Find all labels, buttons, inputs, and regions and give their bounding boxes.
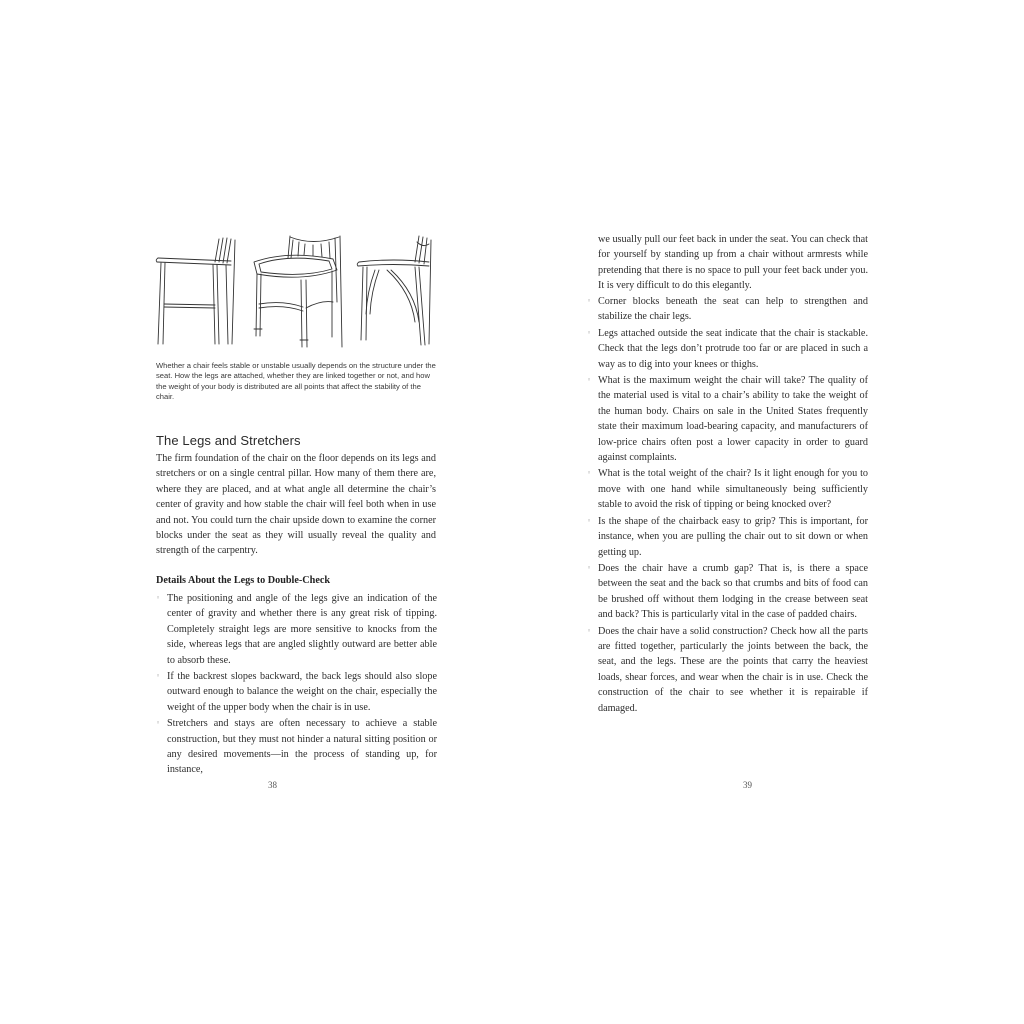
list-item [587,561,868,623]
list-item-text: The positioning and angle of the legs give an indication of the center of gravity and whether there is any great risk of tipping. Completely straight legs are more sensitive to knocks from the side, whereas legs that are angled slightly outward are better able to absorb these. [167,593,437,666]
continuation-paragraph: we usually pull our feet back in under the seat. You can check that for yourself by standing up from a chair without armrests while pretending that there is no space to pull your feet back under you. It is very difficult to do this elegantly. [598,234,868,292]
bullet-icon: ◦ [156,719,161,728]
bullet-icon: ◦ [587,516,592,525]
list-item-text: Stretchers and stays are often necessary to achieve a stable construction, but they must not hinder a natural sitting position or any desired movements—in the process of standing up, for instance, [167,718,437,776]
list-item [587,294,868,325]
bullet-icon: ◦ [587,626,592,635]
section-heading: The Legs and Stretchers [156,433,301,448]
chair-checklist [587,294,868,717]
list-item [587,373,868,465]
bullet-icon: ◦ [587,563,592,572]
bullet-icon: ◦ [156,594,161,602]
list-item-text: Does the chair have a crumb gap? That is, is there a space between the seat and the back so that crumbs and bits of food can be brushed off without them lodging in the crease between seat and back? This is particularly vital in the case of padded chairs. [598,562,868,621]
list-item-text: What is the total weight of the chair? Is it light enough for you to move with one hand while simultaneously being sufficiently stable to avoid the risk of tipping or being knocked over? [598,468,868,511]
list-item-text: Is the shape of the chairback easy to grip? This is important, for instance, when you are pulling the chair out to sit down or when getting up. [598,515,868,558]
list-item [587,624,868,716]
page-number-right: 39 [743,780,752,790]
list-item-text: Does the chair have a solid construction? Check how all the parts are fitted together, particularly the joints between the back, the seat, and the legs. These are the points that carry the heaviest loads, shear forces, and wear when the chair is in use. Check the construction of the chair to see whether it is repairable if damaged. [598,625,868,714]
bullet-icon: ◦ [587,469,592,478]
subheading: Details About the Legs to Double-Check [156,575,331,586]
page-number-left: 38 [268,780,277,790]
intro-paragraph: The firm foundation of the chair on the floor depends on its legs and stretchers or on a single central pillar. How many of them there are, where they are placed, and at what angle all determine the chair’s center of gravity and how stable the chair will feel both when in use and not. You could turn the chair upside down to examine the corner blocks under the seat as they will usually reveal the quality and strength of the carpentry. [156,453,436,557]
bullet-icon: ◦ [587,328,592,337]
list-item-text: Legs attached outside the seat indicate that the chair is stackable. Check that the legs don’t protrude too far or are placed in such a way as to dig into your knees or thighs. [598,327,868,370]
bullet-icon: ◦ [156,672,161,681]
list-item-text: Corner blocks beneath the seat can help to strengthen and stabilize the chair legs. [598,296,868,323]
bullet-icon: ◦ [587,376,592,385]
list-item [587,466,868,512]
list-item [587,514,868,560]
list-item-text: What is the maximum weight the chair will take? The quality of the material used is vital to a chair’s ability to take the weight of the human body. Chairs on sale in the United States frequently state their maximum load-bearing capacity, and manufacturers of low-price chairs often post a lower capacity in order to guard against complaints. [598,375,868,464]
figure-caption: Whether a chair feels stable or unstable usually depends on the structure under the seat. How the legs are attached, whether they are linked together or not, and how the weight of your body is distributed are all points that affect the stability of the chair. [156,361,436,402]
list-item [587,326,868,372]
bullet-icon: ◦ [587,297,592,305]
list-item-text: If the backrest slopes backward, the back legs should also slope outward enough to balance the weight on the chair, especially the weight of the upper body when the chair is in use. [167,671,437,713]
